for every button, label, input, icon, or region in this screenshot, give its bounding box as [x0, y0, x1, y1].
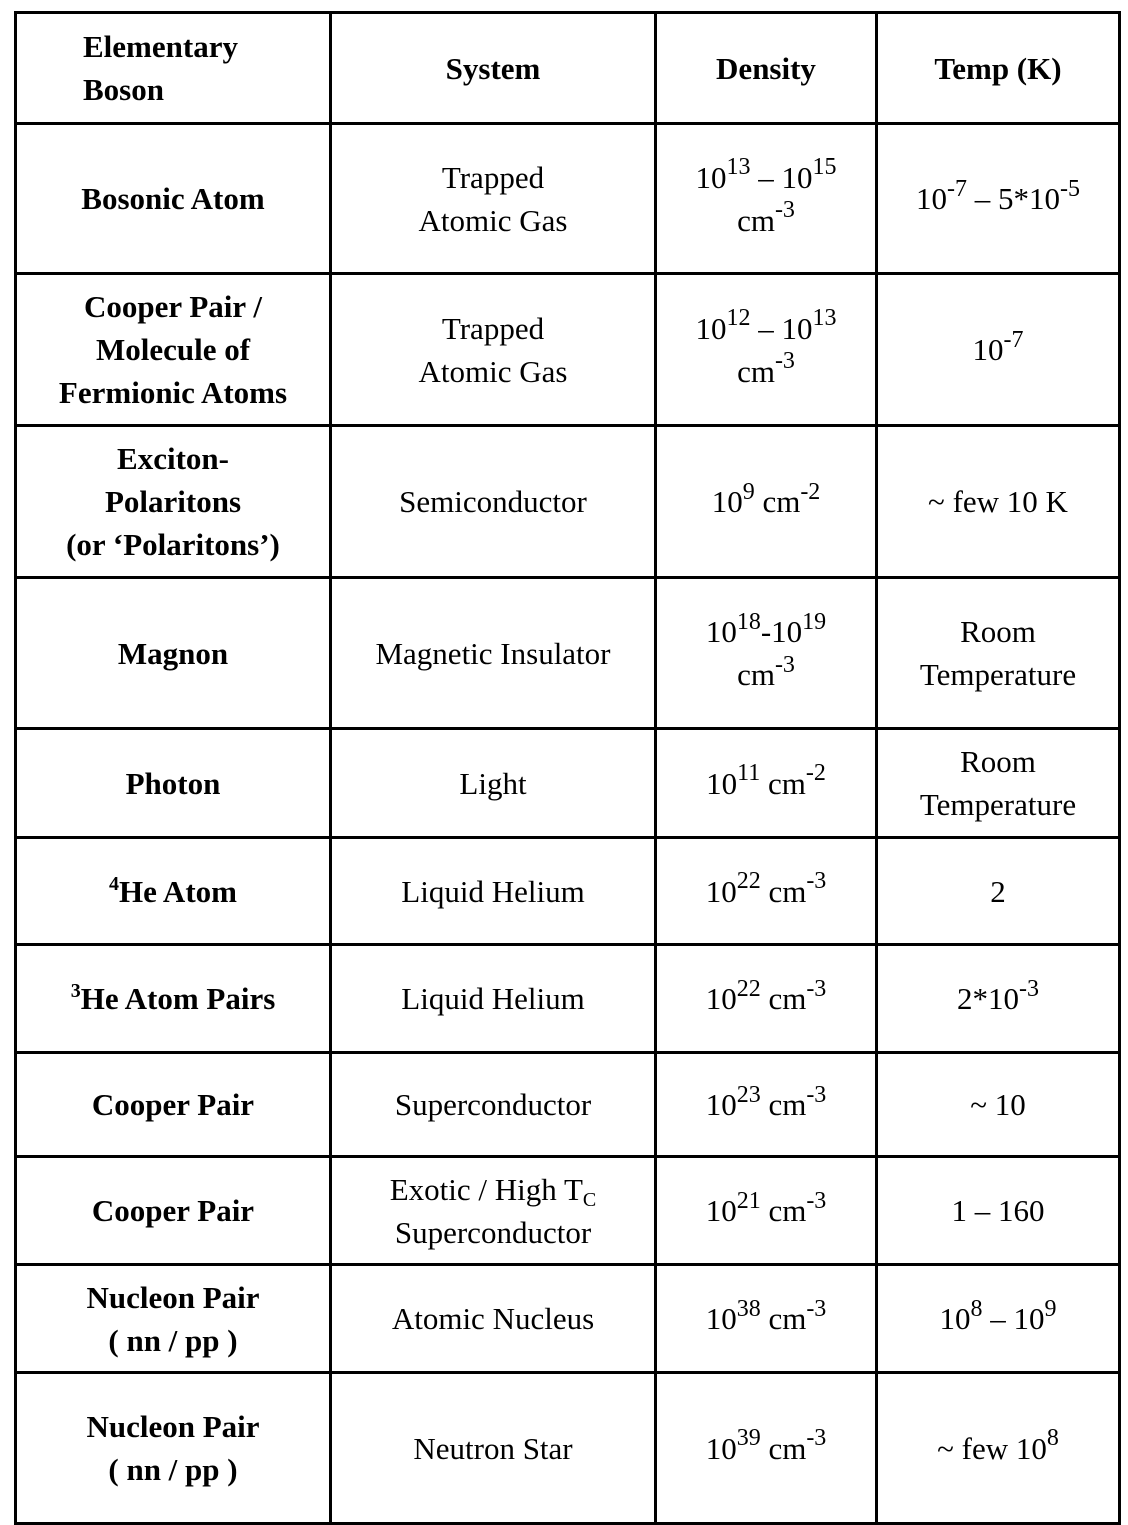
system-cell: Trapped Atomic Gas — [331, 274, 656, 426]
boson-cell: $^3$He Atom Pairs — [16, 945, 331, 1053]
temp-cell: $10^{-7}$ — [877, 274, 1120, 426]
system-cell: Liquid Helium — [331, 838, 656, 945]
density-cell: $10^{21}$ $cm^{-3}$ — [656, 1157, 877, 1265]
temp-cell: ~ few $10^8$ — [877, 1373, 1120, 1524]
system-cell: Liquid Helium — [331, 945, 656, 1053]
temp-cell: $2*10^{-3}$ — [877, 945, 1120, 1053]
boson-cell: Photon — [16, 729, 331, 838]
density-cell: $10^{13} - 10^{15}$ $cm^{-3}$ — [656, 124, 877, 274]
system-cell: Light — [331, 729, 656, 838]
table-row — [16, 1265, 1120, 1373]
boson-cell: Nucleon Pair ( nn / pp ) — [16, 1265, 331, 1373]
table-row — [16, 124, 1120, 274]
temp-cell: Room Temperature — [877, 729, 1120, 838]
boson-cell: Exciton- Polaritons (or ‘Polaritons’) — [16, 426, 331, 578]
header-row — [16, 13, 1120, 124]
density-cell: $10^{18}-10^{19}$ $cm^{-3}$ — [656, 578, 877, 729]
system-cell: Neutron Star — [331, 1373, 656, 1524]
system-cell: Semiconductor — [331, 426, 656, 578]
table-row — [16, 1373, 1120, 1524]
density-cell: $10^{22}$ $cm^{-3}$ — [656, 838, 877, 945]
table-row — [16, 945, 1120, 1053]
system-cell: Superconductor — [331, 1053, 656, 1157]
system-cell: Exotic / High $T_C$ Superconductor — [331, 1157, 656, 1265]
system-cell: Atomic Nucleus — [331, 1265, 656, 1373]
header-density: Density — [656, 13, 877, 124]
temp-cell: ~ few 10 K — [877, 426, 1120, 578]
temp-cell: 2 — [877, 838, 1120, 945]
density-cell: $10^{22}$ $cm^{-3}$ — [656, 945, 877, 1053]
header-temp: Temp (K) — [877, 13, 1120, 124]
header-elementary-boson: Elementary Boson — [16, 13, 331, 124]
system-cell: Trapped Atomic Gas — [331, 124, 656, 274]
temp-cell: $10^8 - 10^9$ — [877, 1265, 1120, 1373]
header-system: System — [331, 13, 656, 124]
boson-cell: Magnon — [16, 578, 331, 729]
table-row — [16, 1053, 1120, 1157]
boson-cell: Nucleon Pair ( nn / pp ) — [16, 1373, 331, 1524]
boson-cell: Cooper Pair — [16, 1053, 331, 1157]
table-row — [16, 729, 1120, 838]
density-cell: $10^{11}$ $cm^{-2}$ — [656, 729, 877, 838]
boson-table — [14, 11, 1121, 1525]
density-cell: $10^{39}$ $cm^{-3}$ — [656, 1373, 877, 1524]
boson-cell: Cooper Pair — [16, 1157, 331, 1265]
density-cell: $10^{12} - 10^{13}$ $cm^{-3}$ — [656, 274, 877, 426]
table-row — [16, 578, 1120, 729]
density-cell: $10^{23}$ $cm^{-3}$ — [656, 1053, 877, 1157]
temp-cell: ~ 10 — [877, 1053, 1120, 1157]
table-row — [16, 274, 1120, 426]
density-cell: $10^{38}$ $cm^{-3}$ — [656, 1265, 877, 1373]
boson-cell: Cooper Pair / Molecule of Fermionic Atoms — [16, 274, 331, 426]
temp-cell: Room Temperature — [877, 578, 1120, 729]
system-cell: Magnetic Insulator — [331, 578, 656, 729]
temp-cell: 1 – 160 — [877, 1157, 1120, 1265]
temp-cell: $10^{-7} - 5*10^{-5}$ — [877, 124, 1120, 274]
table-row — [16, 838, 1120, 945]
boson-cell: $^4$He Atom — [16, 838, 331, 945]
boson-cell: Bosonic Atom — [16, 124, 331, 274]
density-cell: $10^9$ $cm^{-2}$ — [656, 426, 877, 578]
table-row — [16, 426, 1120, 578]
table-row — [16, 1157, 1120, 1265]
